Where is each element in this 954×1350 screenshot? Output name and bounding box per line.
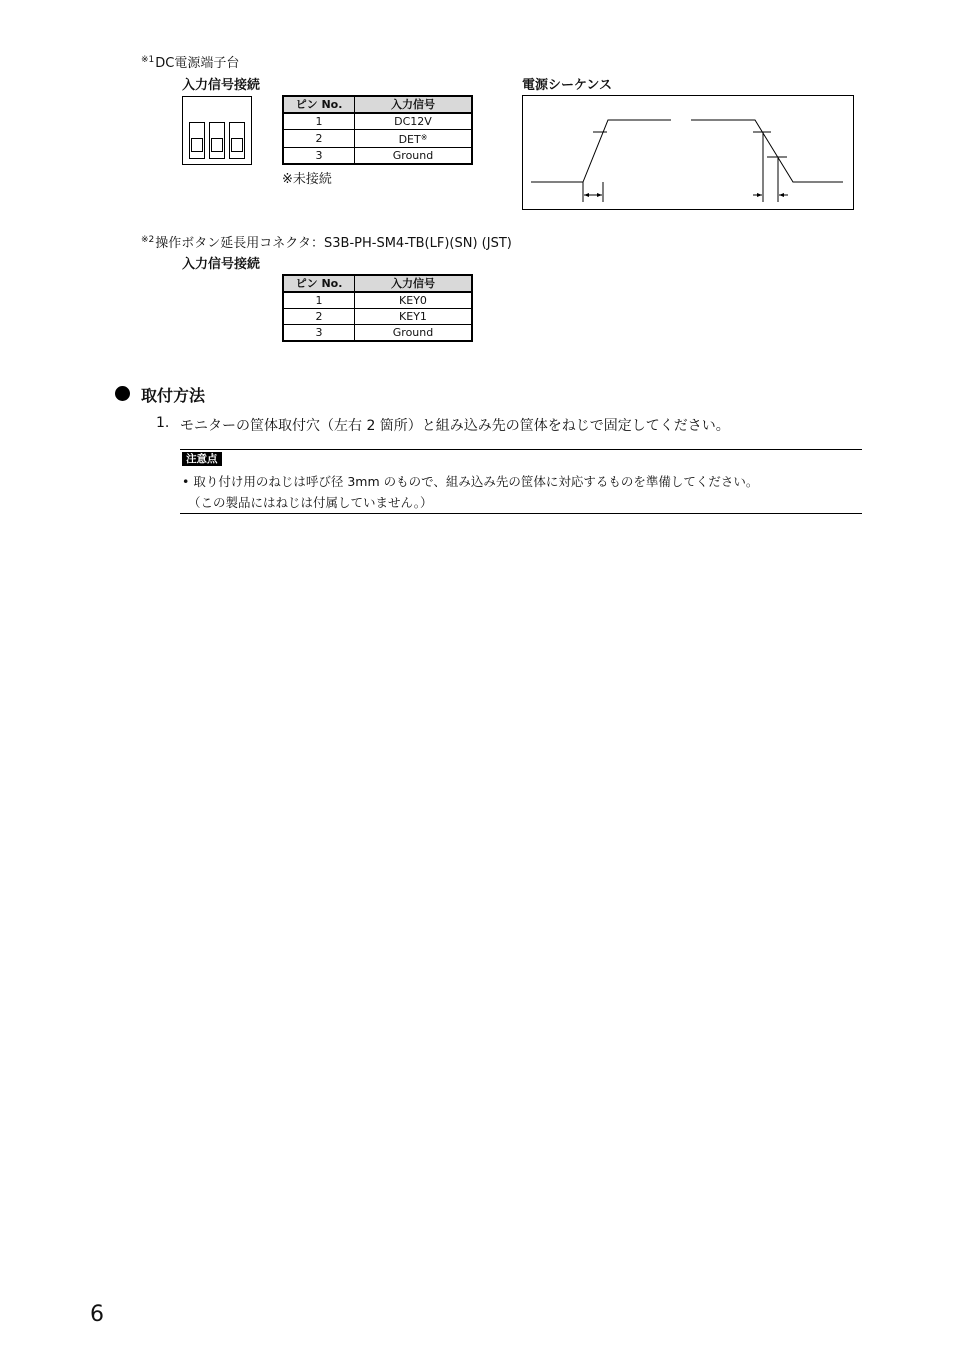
- step-text: モニターの筐体取付穴（左右 2 箇所）と組み込み先の筐体をねじで固定してください。: [180, 418, 730, 434]
- pin-column-header: ピン No.: [283, 275, 355, 292]
- caution-line-1: • 取り付け用のねじは呼び径 3mm のもので、組み込み先の筐体に対応するものを準備してください。: [182, 474, 759, 489]
- note2-pin-table: [282, 274, 473, 342]
- caution-line-2: （この製品にはねじは付属していません。）: [188, 495, 433, 510]
- signal-cell: DET※: [355, 130, 473, 148]
- terminal-connector-drawing: [182, 96, 252, 165]
- signal-column-header: 入力信号: [355, 275, 473, 292]
- signal-cell: Ground: [355, 325, 473, 342]
- note2-mark: ※2: [141, 235, 155, 245]
- note2-heading: [141, 232, 512, 251]
- signal-cell: DC12V: [355, 113, 473, 130]
- note1-heading: [141, 52, 239, 71]
- pin-column-header: ピン No.: [283, 96, 355, 113]
- pin-cell: 3: [283, 325, 355, 342]
- note2-title: 操作ボタン延長用コネクタ：S3B-PH-SM4-TB(LF)(SN) (JST): [155, 236, 512, 251]
- step-number: 1.: [156, 415, 170, 431]
- table-row: [283, 309, 472, 325]
- terminal-pin-3: [229, 122, 245, 159]
- pin-cell: 2: [283, 130, 355, 148]
- note2-subheading: 入力信号接続: [182, 257, 261, 272]
- mounting-section-title: 取付方法: [141, 386, 206, 405]
- signal-cell: KEY0: [355, 292, 473, 309]
- terminal-pin-1: [189, 122, 205, 159]
- caution-label: 注意点: [182, 452, 222, 466]
- power-sequence-diagram: [522, 95, 854, 210]
- signal-column-header: 入力信号: [355, 96, 473, 113]
- section-bullet-icon: [115, 386, 130, 401]
- table-row: [283, 325, 472, 342]
- pin-cell: 1: [283, 292, 355, 309]
- table-row: [283, 113, 472, 130]
- table-row: [283, 148, 472, 165]
- pin-cell: 3: [283, 148, 355, 165]
- pin-cell: 1: [283, 113, 355, 130]
- power-sequence-title: 電源シーケンス: [522, 78, 612, 93]
- not-connected-footnote: ※未接続: [282, 172, 332, 187]
- caution-bottom-rule: [180, 513, 862, 514]
- signal-cell: Ground: [355, 148, 473, 165]
- note1-mark: ※1: [141, 55, 155, 65]
- note1-title: DC電源端子台: [155, 56, 240, 71]
- pin-cell: 2: [283, 309, 355, 325]
- power-sequence-waveform: [523, 96, 853, 209]
- signal-cell: KEY1: [355, 309, 473, 325]
- terminal-pin-2: [209, 122, 225, 159]
- table-row: [283, 292, 472, 309]
- note1-pin-table: [282, 95, 473, 165]
- note1-subheading: 入力信号接続: [182, 78, 261, 93]
- caution-top-rule: [180, 449, 862, 450]
- page-number: 6: [90, 1302, 104, 1327]
- table-row: [283, 130, 472, 148]
- not-connected-mark: ※: [420, 133, 428, 142]
